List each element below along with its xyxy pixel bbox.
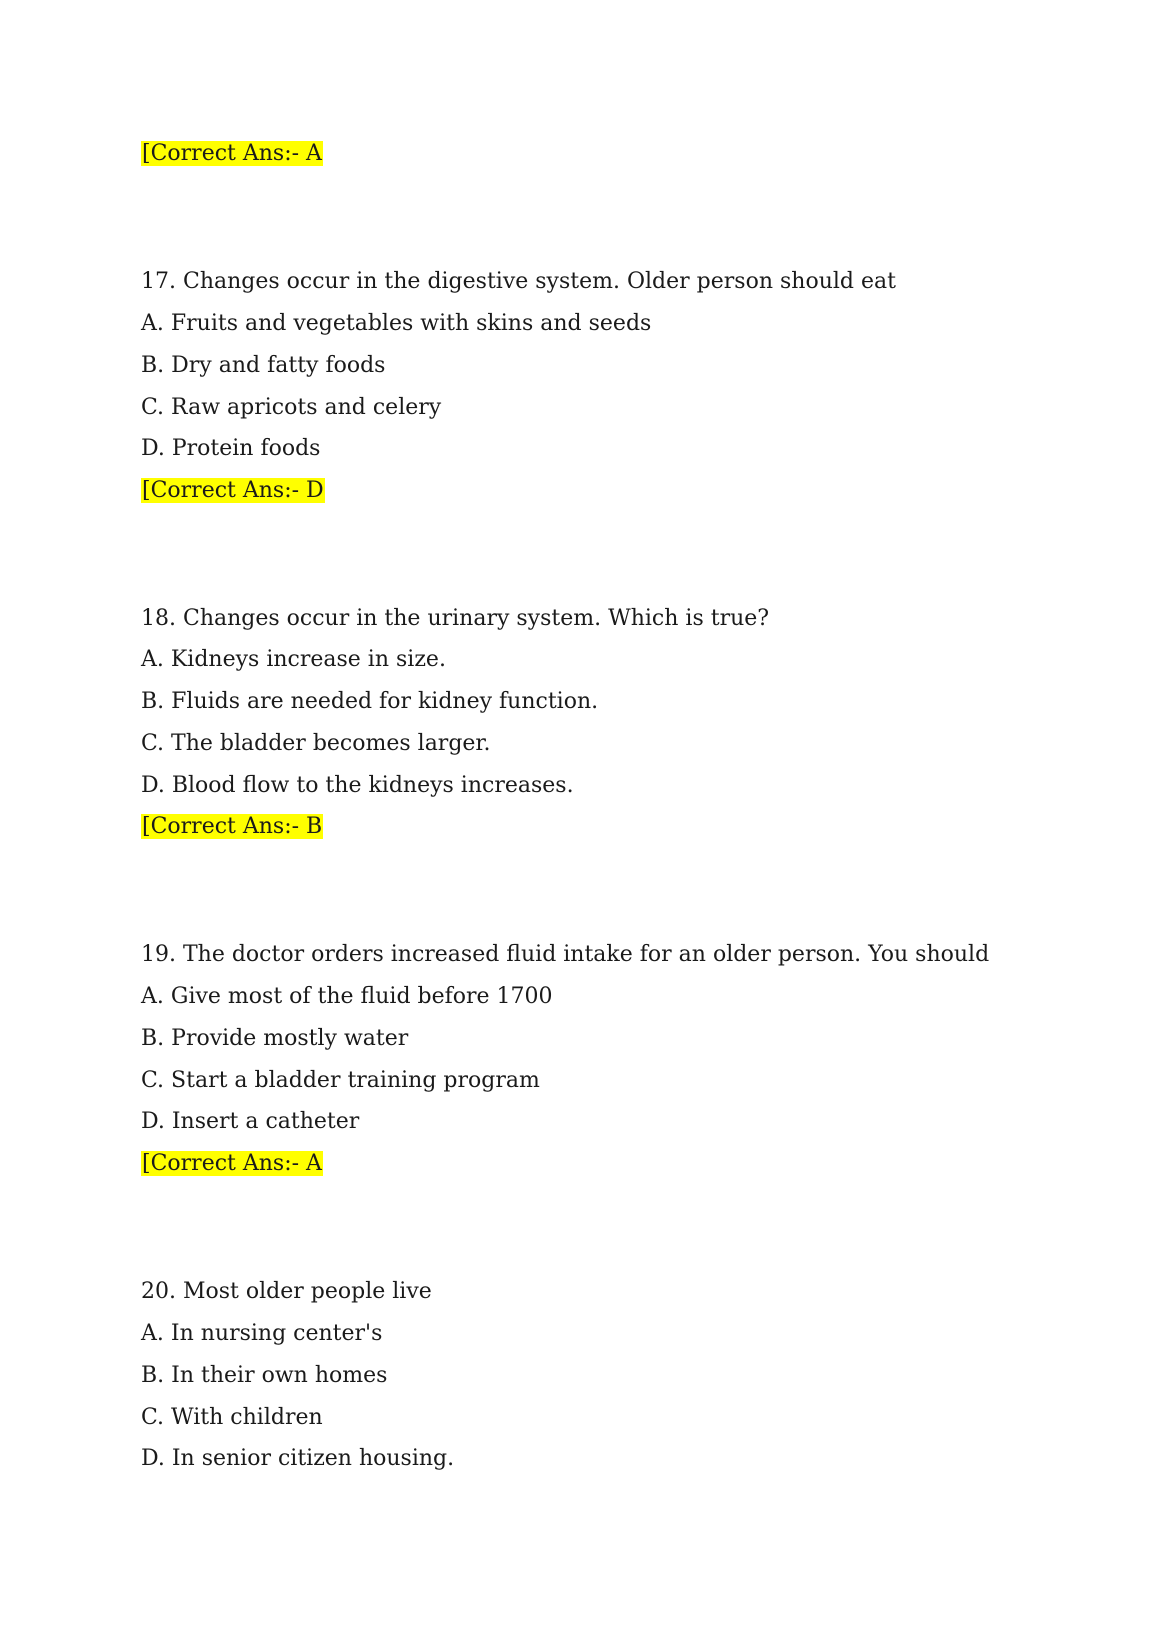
- answer-line: [141, 477, 325, 505]
- option-b: B. Provide mostly water: [141, 1026, 409, 1051]
- option-d: D. Insert a catheter: [141, 1109, 360, 1134]
- option-a: A. In nursing center's: [141, 1321, 383, 1346]
- option-c: C. With children: [141, 1405, 323, 1430]
- correct-answer-highlight: [Correct Ans:- B: [142, 814, 323, 839]
- option-b: B. In their own homes: [141, 1363, 388, 1388]
- option-a: A. Kidneys increase in size.: [141, 647, 446, 672]
- question-19: 19. The doctor orders increased fluid intake for an older person. You should: [141, 942, 990, 967]
- question-20: 20. Most older people live: [141, 1279, 432, 1304]
- option-b: B. Dry and fatty foods: [141, 353, 386, 378]
- option-a: A. Fruits and vegetables with skins and seeds: [141, 311, 652, 336]
- option-b: B. Fluids are needed for kidney function.: [141, 689, 599, 714]
- option-d: D. Protein foods: [141, 436, 321, 461]
- correct-answer-highlight: [Correct Ans:- D: [142, 478, 324, 503]
- question-18: 18. Changes occur in the urinary system. Which is true?: [141, 606, 770, 631]
- answer-line: [141, 1150, 323, 1178]
- answer-line: [141, 813, 323, 841]
- option-a: A. Give most of the fluid before 1700: [141, 984, 553, 1009]
- option-c: C. Start a bladder training program: [141, 1068, 540, 1093]
- option-c: C. Raw apricots and celery: [141, 395, 442, 420]
- correct-answer-highlight: [Correct Ans:- A: [142, 141, 322, 166]
- option-d: D. Blood flow to the kidneys increases.: [141, 773, 574, 798]
- answer-line: [141, 140, 323, 168]
- option-c: C. The bladder becomes larger.: [141, 731, 491, 756]
- option-d: D. In senior citizen housing.: [141, 1446, 455, 1471]
- correct-answer-highlight: [Correct Ans:- A: [142, 1151, 322, 1176]
- question-17: 17. Changes occur in the digestive system. Older person should eat: [141, 269, 896, 294]
